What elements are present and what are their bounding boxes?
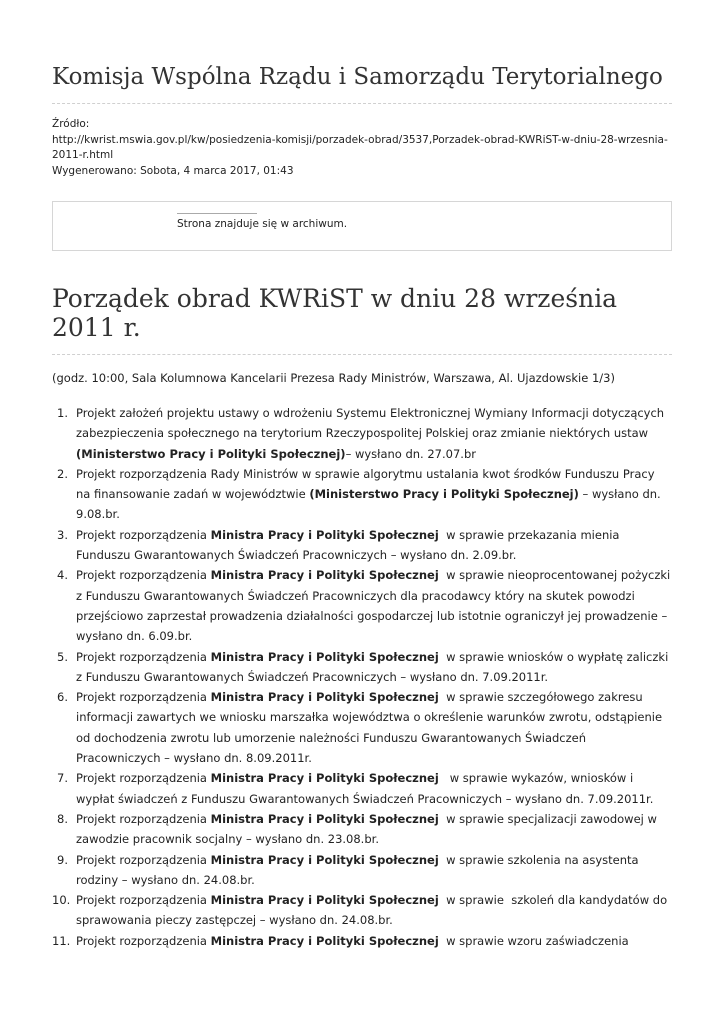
agenda-item-number: 3.: [57, 527, 68, 542]
source-meta: [52, 117, 672, 179]
agenda-item-authority: Ministra Pracy i Polityki Społecznej: [210, 852, 439, 867]
generated-date: Wygenerowano: Sobota, 4 marca 2017, 01:43: [52, 164, 294, 177]
agenda-item-text: Projekt rozporządzenia: [76, 568, 211, 583]
agenda-item: [52, 850, 672, 891]
agenda-item: [52, 464, 672, 525]
agenda-item-number: 6.: [57, 690, 68, 705]
agenda-item: [52, 931, 672, 951]
agenda-item-text-tail: w sprawie specjalizacji zawodowej w zawodzie pracownik socjalny – wysłano dn. 23.08.br.: [76, 811, 661, 847]
agenda-item-authority: Ministra Pracy i Polityki Społecznej: [210, 771, 439, 786]
agenda-item-number: 4.: [57, 568, 68, 583]
agenda-item-text: Projekt rozporządzenia: [76, 649, 211, 664]
agenda-item-number: 1.: [57, 406, 68, 420]
page-title-divider: [52, 354, 672, 355]
agenda-item-authority: Ministra Pracy i Polityki Społecznej: [210, 568, 439, 583]
agenda-item-text: Projekt rozporządzenia Rady Ministrów w sprawie algorytmu ustalania kwot środków Funduszu Pracy na finansowanie zadań w województwie: [76, 466, 655, 502]
agenda-item-authority: (Ministerstwo Pracy i Polityki Społecznej): [76, 446, 346, 461]
agenda-list: [52, 403, 672, 951]
meeting-intro: (godz. 10:00, Sala Kolumnowa Kancelarii Prezesa Rady Ministrów, Warszawa, Al. Ujazdowskie 1/3): [52, 371, 615, 385]
agenda-item-number: 2.: [57, 466, 68, 481]
agenda-item: [52, 768, 672, 809]
agenda-item-text: Projekt rozporządzenia: [76, 690, 211, 705]
agenda-item-number: 11.: [52, 933, 71, 948]
agenda-item-number: 9.: [57, 852, 68, 867]
agenda-item-number: 10.: [52, 893, 71, 908]
agenda-item-authority: Ministra Pracy i Polityki Społecznej: [210, 690, 439, 705]
agenda-item: [52, 565, 672, 646]
agenda-item-text: Projekt rozporządzenia: [76, 527, 211, 542]
agenda-item-text-tail: – wysłano dn. 27.07.br: [345, 446, 476, 461]
agenda-item: [52, 687, 672, 768]
agenda-item-authority: Ministra Pracy i Polityki Społecznej: [210, 649, 439, 664]
agenda-item-text: Projekt rozporządzenia: [76, 771, 211, 786]
agenda-item-text: Projekt rozporządzenia: [76, 933, 211, 948]
agenda-item-authority: Ministra Pracy i Polityki Społecznej: [210, 527, 439, 542]
agenda-item-authority: Ministra Pracy i Polityki Społecznej: [210, 893, 439, 908]
agenda-item-number: 5.: [57, 649, 68, 664]
agenda-item-text-tail: – wysłano dn. 9.08.br.: [76, 487, 665, 522]
agenda-item-text-tail: w sprawie przekazania mienia Funduszu Gwarantowanych Świadczeń Pracowniczych – wysłano dn. 2.09.br.: [76, 527, 624, 563]
source-label: Źródło:: [52, 118, 90, 130]
archive-rule: [177, 213, 257, 214]
page-title: Porządek obrad KWRiST w dniu 28 września 2011 r.: [52, 284, 618, 342]
agenda-item-authority: (Ministerstwo Pracy i Polityki Społecznej): [309, 487, 579, 502]
agenda-item-text: Projekt rozporządzenia: [76, 852, 211, 867]
source-url[interactable]: http://kwrist.mswia.gov.pl/kw/posiedzenia-komisji/porzadek-obrad/3537,Porzadek-obrad-KWRiST-w-dniu-28-wrzesnia-2011-r.html: [52, 133, 668, 161]
agenda-item-text-tail: w sprawie nieoprocentowanej pożyczki z Funduszu Gwarantowanych Świadczeń Pracowniczych dla pracodawcy który na skutek powodzi przejściowo zaprzestał prowadzenia działalności gospodarczej lub istotnie ograniczył jej prowadzenie – wysłano dn. 6.09.br.: [76, 568, 674, 644]
agenda-item: [52, 525, 672, 566]
agenda-item-text-tail: w sprawie wykazów, wniosków i wypłat świadczeń z Funduszu Gwarantowanych Świadczeń Pracowniczych – wysłano dn. 7.09.2011r.: [76, 771, 654, 806]
title-divider: [52, 103, 672, 104]
agenda-item-text: Projekt rozporządzenia: [76, 811, 211, 826]
agenda-item-text-tail: w sprawie szkolenia na asystenta rodziny – wysłano dn. 24.08.br.: [76, 852, 643, 887]
site-title: Komisja Wspólna Rządu i Samorządu Terytorialnego: [52, 64, 663, 90]
agenda-item: [52, 809, 672, 850]
agenda-item-text-tail: w sprawie wzoru zaświadczenia: [438, 933, 629, 948]
agenda-item-text-tail: w sprawie wniosków o wypłatę zaliczki z Funduszu Gwarantowanych Świadczeń Pracowniczych – wysłano dn. 7.09.2011r.: [76, 649, 672, 684]
agenda-item-authority: Ministra Pracy i Polityki Społecznej: [210, 933, 439, 948]
agenda-item: [52, 403, 672, 464]
archive-notice-box: [52, 201, 672, 251]
agenda-item: [52, 890, 672, 931]
agenda-item-text-tail: w sprawie szkoleń dla kandydatów do sprawowania pieczy zastępczej – wysłano dn. 24.08.br.: [76, 893, 671, 928]
agenda-item-text-tail: w sprawie szczegółowego zakresu informacji zawartych we wniosku marszałka województwa o określenie warunków zwrotu, odstąpienie od dochodzenia zwrotu lub umorzenie należności Funduszu Gwarantowanych Świadczeń Pracowniczych – wysłano dn. 8.09.2011r.: [76, 690, 666, 766]
agenda-item-number: 7.: [57, 771, 68, 786]
agenda-item: [52, 647, 672, 688]
archive-notice: Strona znajduje się w archiwum.: [177, 218, 348, 230]
agenda-item-authority: Ministra Pracy i Polityki Społecznej: [210, 811, 439, 826]
agenda-item-text: Projekt rozporządzenia: [76, 893, 211, 908]
agenda-item-number: 8.: [57, 811, 68, 826]
agenda-item-text: Projekt założeń projektu ustawy o wdrożeniu Systemu Elektronicznej Wymiany Informacji dotyczących zabezpieczenia społecznego na terytorium Rzeczypospolitej Polskiej oraz zmianie niektórych ustaw: [76, 406, 665, 441]
